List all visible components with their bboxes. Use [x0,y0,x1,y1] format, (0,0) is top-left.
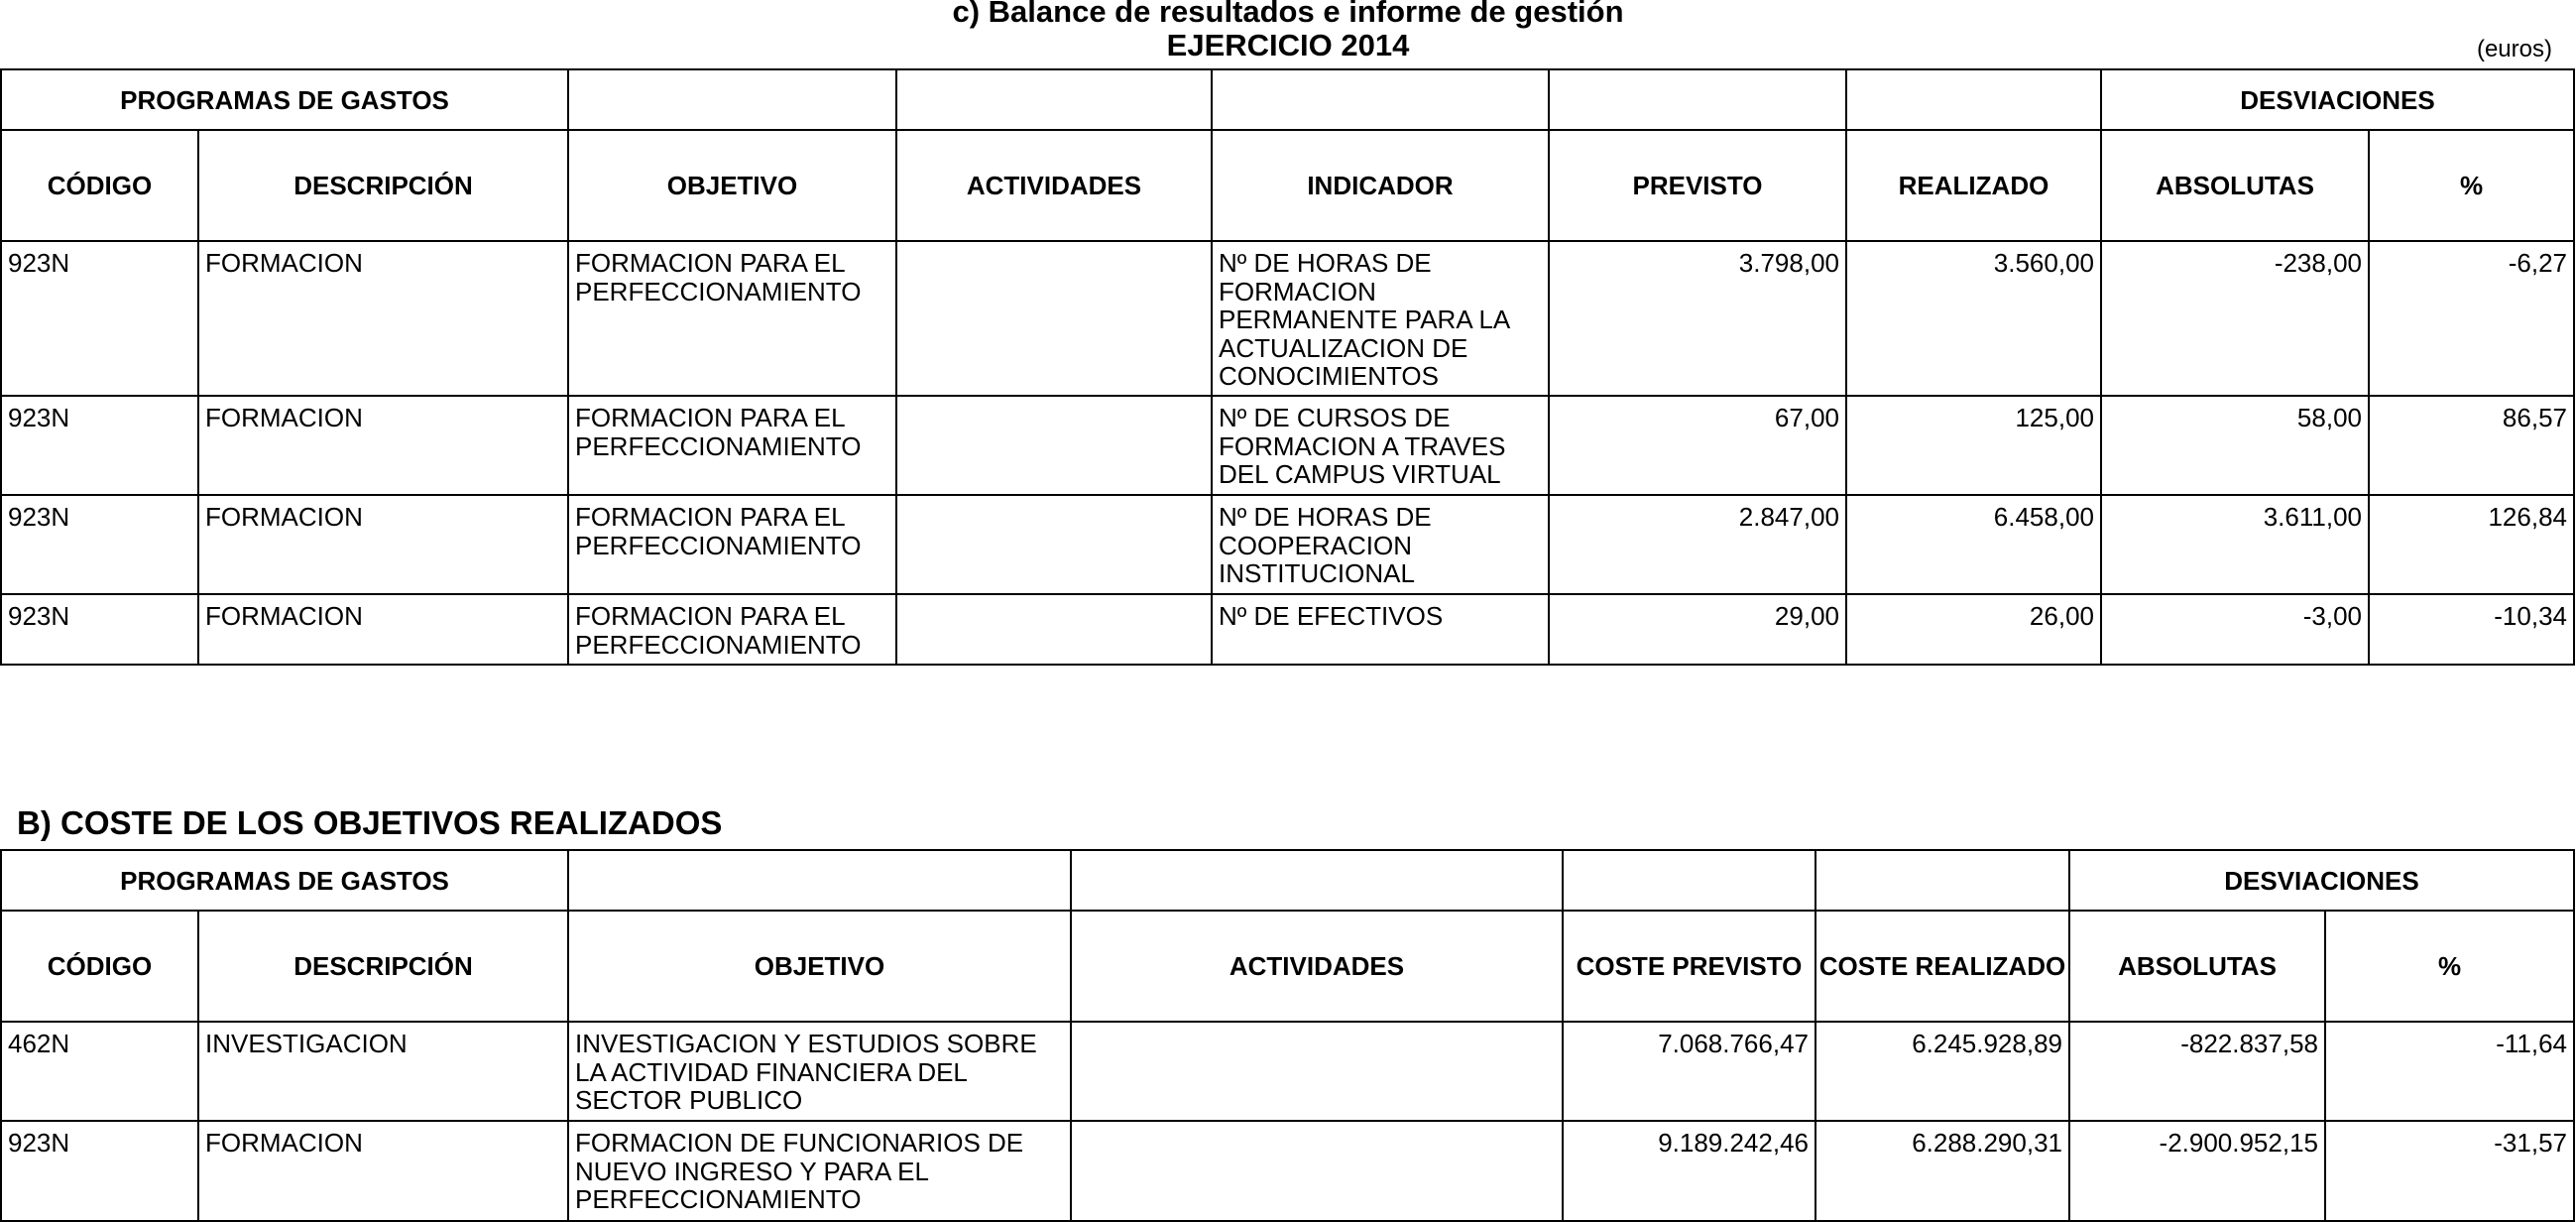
cell-previsto: 2.847,00 [1549,495,1846,594]
group-header-desviaciones: DESVIACIONES [2101,69,2574,130]
cell-actividades [896,241,1212,396]
group-header-blank [1549,69,1846,130]
group-header-blank [1846,69,2101,130]
group-header-row [1,69,2574,130]
cell-indicador: Nº DE EFECTIVOS [1212,594,1549,665]
cell-coste-previsto: 9.189.242,46 [1563,1121,1815,1221]
cell-codigo: 923N [1,495,198,594]
cell-realizado: 125,00 [1846,396,2101,495]
col-header-realizado: REALIZADO [1846,130,2101,241]
cell-coste-previsto: 7.068.766,47 [1563,1022,1815,1121]
cell-actividades [896,495,1212,594]
col-header-indicador: INDICADOR [1212,130,1549,241]
cell-pct: -10,34 [2369,594,2574,665]
col-header-actividades: ACTIVIDADES [896,130,1212,241]
col-header-coste-previsto: COSTE PREVISTO [1563,911,1815,1022]
col-header-coste-realizado: COSTE REALIZADO [1815,911,2069,1022]
col-header-absolutas: ABSOLUTAS [2101,130,2369,241]
cell-realizado: 6.458,00 [1846,495,2101,594]
table-row [1,1022,2574,1121]
cell-actividades [896,594,1212,665]
cell-coste-realizado: 6.288.290,31 [1815,1121,2069,1221]
col-header-previsto: PREVISTO [1549,130,1846,241]
cell-pct: -31,57 [2325,1121,2574,1221]
col-header-actividades: ACTIVIDADES [1071,911,1563,1022]
group-header-blank [568,69,896,130]
report-subtitle: EJERCICIO 2014 [1166,28,1410,62]
group-header-blank [1212,69,1549,130]
cell-descripcion: FORMACION [198,241,568,396]
report-title: c) Balance de resultados e informe de gestión [952,0,1624,29]
cell-realizado: 3.560,00 [1846,241,2101,396]
cell-previsto: 3.798,00 [1549,241,1846,396]
cell-pct: 86,57 [2369,396,2574,495]
cell-pct: -6,27 [2369,241,2574,396]
cell-absolutas: 3.611,00 [2101,495,2369,594]
cell-absolutas: -822.837,58 [2069,1022,2325,1121]
col-header-pct: % [2325,911,2574,1022]
cell-realizado: 26,00 [1846,594,2101,665]
cell-actividades [1071,1121,1563,1221]
cell-objetivo: FORMACION DE FUNCIONARIOS DE NUEVO INGRESO Y PARA EL PERFECCIONAMIENTO [568,1121,1071,1221]
col-header-codigo: CÓDIGO [1,911,198,1022]
cell-descripcion: FORMACION [198,594,568,665]
cell-codigo: 923N [1,594,198,665]
cell-pct: 126,84 [2369,495,2574,594]
table-row [1,594,2574,665]
group-header-blank [1563,850,1815,911]
cell-absolutas: -238,00 [2101,241,2369,396]
group-header-blank [896,69,1212,130]
cell-objetivo: FORMACION PARA EL PERFECCIONAMIENTO [568,594,896,665]
cell-absolutas: -3,00 [2101,594,2369,665]
cell-absolutas: -2.900.952,15 [2069,1121,2325,1221]
cell-objetivo: INVESTIGACION Y ESTUDIOS SOBRE LA ACTIVIDAD FINANCIERA DEL SECTOR PUBLICO [568,1022,1071,1121]
cell-codigo: 923N [1,241,198,396]
group-header-row [1,850,2574,911]
group-header-blank [1815,850,2069,911]
cell-objetivo: FORMACION PARA EL PERFECCIONAMIENTO [568,495,896,594]
cell-actividades [1071,1022,1563,1121]
cell-descripcion: FORMACION [198,495,568,594]
column-header-row [1,130,2574,241]
cell-descripcion: FORMACION [198,1121,568,1221]
cell-indicador: Nº DE HORAS DE COOPERACION INSTITUCIONAL [1212,495,1549,594]
col-header-absolutas: ABSOLUTAS [2069,911,2325,1022]
cell-indicador: Nº DE HORAS DE FORMACION PERMANENTE PARA LA ACTUALIZACION DE CONOCIMIENTOS [1212,241,1549,396]
table-row [1,495,2574,594]
cell-descripcion: INVESTIGACION [198,1022,568,1121]
cell-objetivo: FORMACION PARA EL PERFECCIONAMIENTO [568,241,896,396]
col-header-objetivo: OBJETIVO [568,130,896,241]
cell-indicador: Nº DE CURSOS DE FORMACION A TRAVES DEL CAMPUS VIRTUAL [1212,396,1549,495]
cell-coste-realizado: 6.245.928,89 [1815,1022,2069,1121]
col-header-pct: % [2369,130,2574,241]
table-row [1,396,2574,495]
cell-objetivo: FORMACION PARA EL PERFECCIONAMIENTO [568,396,896,495]
col-header-descripcion: DESCRIPCIÓN [198,911,568,1022]
cell-descripcion: FORMACION [198,396,568,495]
cell-codigo: 923N [1,396,198,495]
costs-table [0,849,2575,1222]
section-b-title: B) COSTE DE LOS OBJETIVOS REALIZADOS [17,804,723,841]
group-header-desviaciones: DESVIACIONES [2069,850,2574,911]
cell-previsto: 29,00 [1549,594,1846,665]
table-row [1,1121,2574,1221]
indicators-table [0,68,2575,666]
table-row [1,241,2574,396]
column-header-row [1,911,2574,1022]
group-header-programas: PROGRAMAS DE GASTOS [1,69,568,130]
cell-codigo: 923N [1,1121,198,1221]
cell-previsto: 67,00 [1549,396,1846,495]
cell-absolutas: 58,00 [2101,396,2369,495]
cell-pct: -11,64 [2325,1022,2574,1121]
currency-units: (euros) [2476,36,2552,62]
cell-codigo: 462N [1,1022,198,1121]
col-header-codigo: CÓDIGO [1,130,198,241]
group-header-programas: PROGRAMAS DE GASTOS [1,850,568,911]
group-header-blank [568,850,1071,911]
cell-actividades [896,396,1212,495]
col-header-objetivo: OBJETIVO [568,911,1071,1022]
col-header-descripcion: DESCRIPCIÓN [198,130,568,241]
group-header-blank [1071,850,1563,911]
